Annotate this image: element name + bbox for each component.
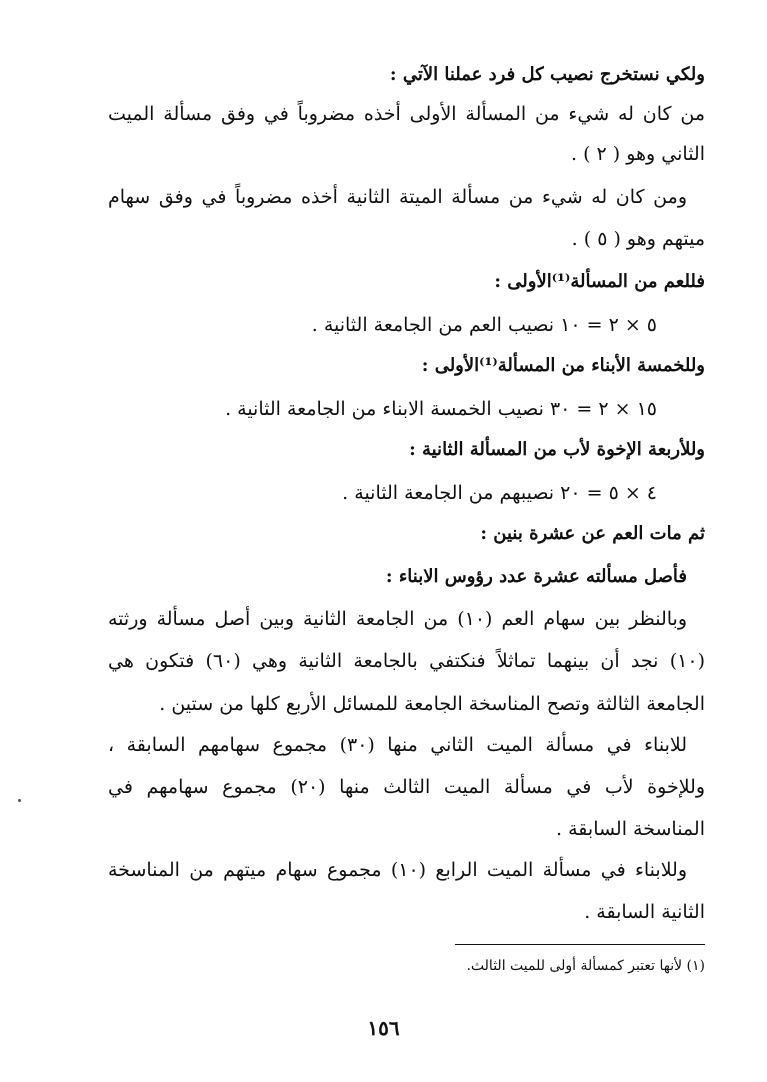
text-line: المناسخة السابقة . [556, 818, 705, 840]
text-line: (١٠) نجد أن بينهما تماثلاً فنكتفي بالجامعة الثانية وهي (٦٠) فتكون هي [108, 650, 705, 672]
text-line: ١٥ × ٢ = ٣٠ نصيب الخمسة الابناء من الجامعة الثانية . [225, 398, 657, 420]
text-line: ولكي نستخرج نصيب كل فرد عملنا الآتي : [389, 64, 705, 85]
scan-speck [18, 799, 21, 802]
text-line: للابناء في مسألة الميت الثاني منها (٣٠) مجموع سهامهم السابقة ، [108, 734, 687, 756]
text-line: وللخمسة الأبناء من المسألة⁽¹⁾الأولى : [421, 355, 705, 376]
text-line: الجامعة الثالثة وتصح المناسخة الجامعة للمسائل الأربع كلها من ستين . [159, 693, 705, 715]
page-number: ١٥٦ [367, 1016, 400, 1040]
text-line: وللإخوة لأب في مسألة الميت الثالث منها (٢٠) مجموع سهامهم في [108, 776, 705, 798]
footnote-separator [455, 944, 705, 945]
text-line: وبالنظر بين سهام العم (١٠) من الجامعة الثانية وبين أصل مسألة ورثته [108, 608, 687, 630]
text-line: وللابناء في مسألة الميت الرابع (١٠) مجموع سهام ميتهم من المناسخة [108, 859, 687, 881]
text-line: ومن كان له شيء من مسألة الميتة الثانية أخذه مضروباً في وفق سهام [108, 186, 687, 208]
text-line: فأصل مسألته عشرة عدد رؤوس الابناء : [385, 566, 687, 587]
text-line: الثانية السابقة . [584, 901, 705, 923]
text-line: ثم مات العم عن عشرة بنين : [480, 523, 705, 544]
text-line: ميتهم وهو ( ٥ ) . [571, 228, 705, 250]
text-line: فللعم من المسألة⁽¹⁾الأولى : [494, 271, 705, 292]
footnote: (١) لأنها تعتبر كمسألة أولى للميت الثالث. [466, 958, 705, 974]
text-line: وللأربعة الإخوة لأب من المسألة الثانية : [409, 439, 705, 460]
text-line: من كان له شيء من المسألة الأولى أخذه مضروباً في وفق مسألة الميت [108, 103, 705, 125]
text-line: الثاني وهو ( ٢ ) . [570, 143, 705, 165]
text-line: ٥ × ٢ = ١٠ نصيب العم من الجامعة الثانية . [311, 314, 657, 336]
text-line: ٤ × ٥ = ٢٠ نصيبهم من الجامعة الثانية . [342, 482, 657, 504]
